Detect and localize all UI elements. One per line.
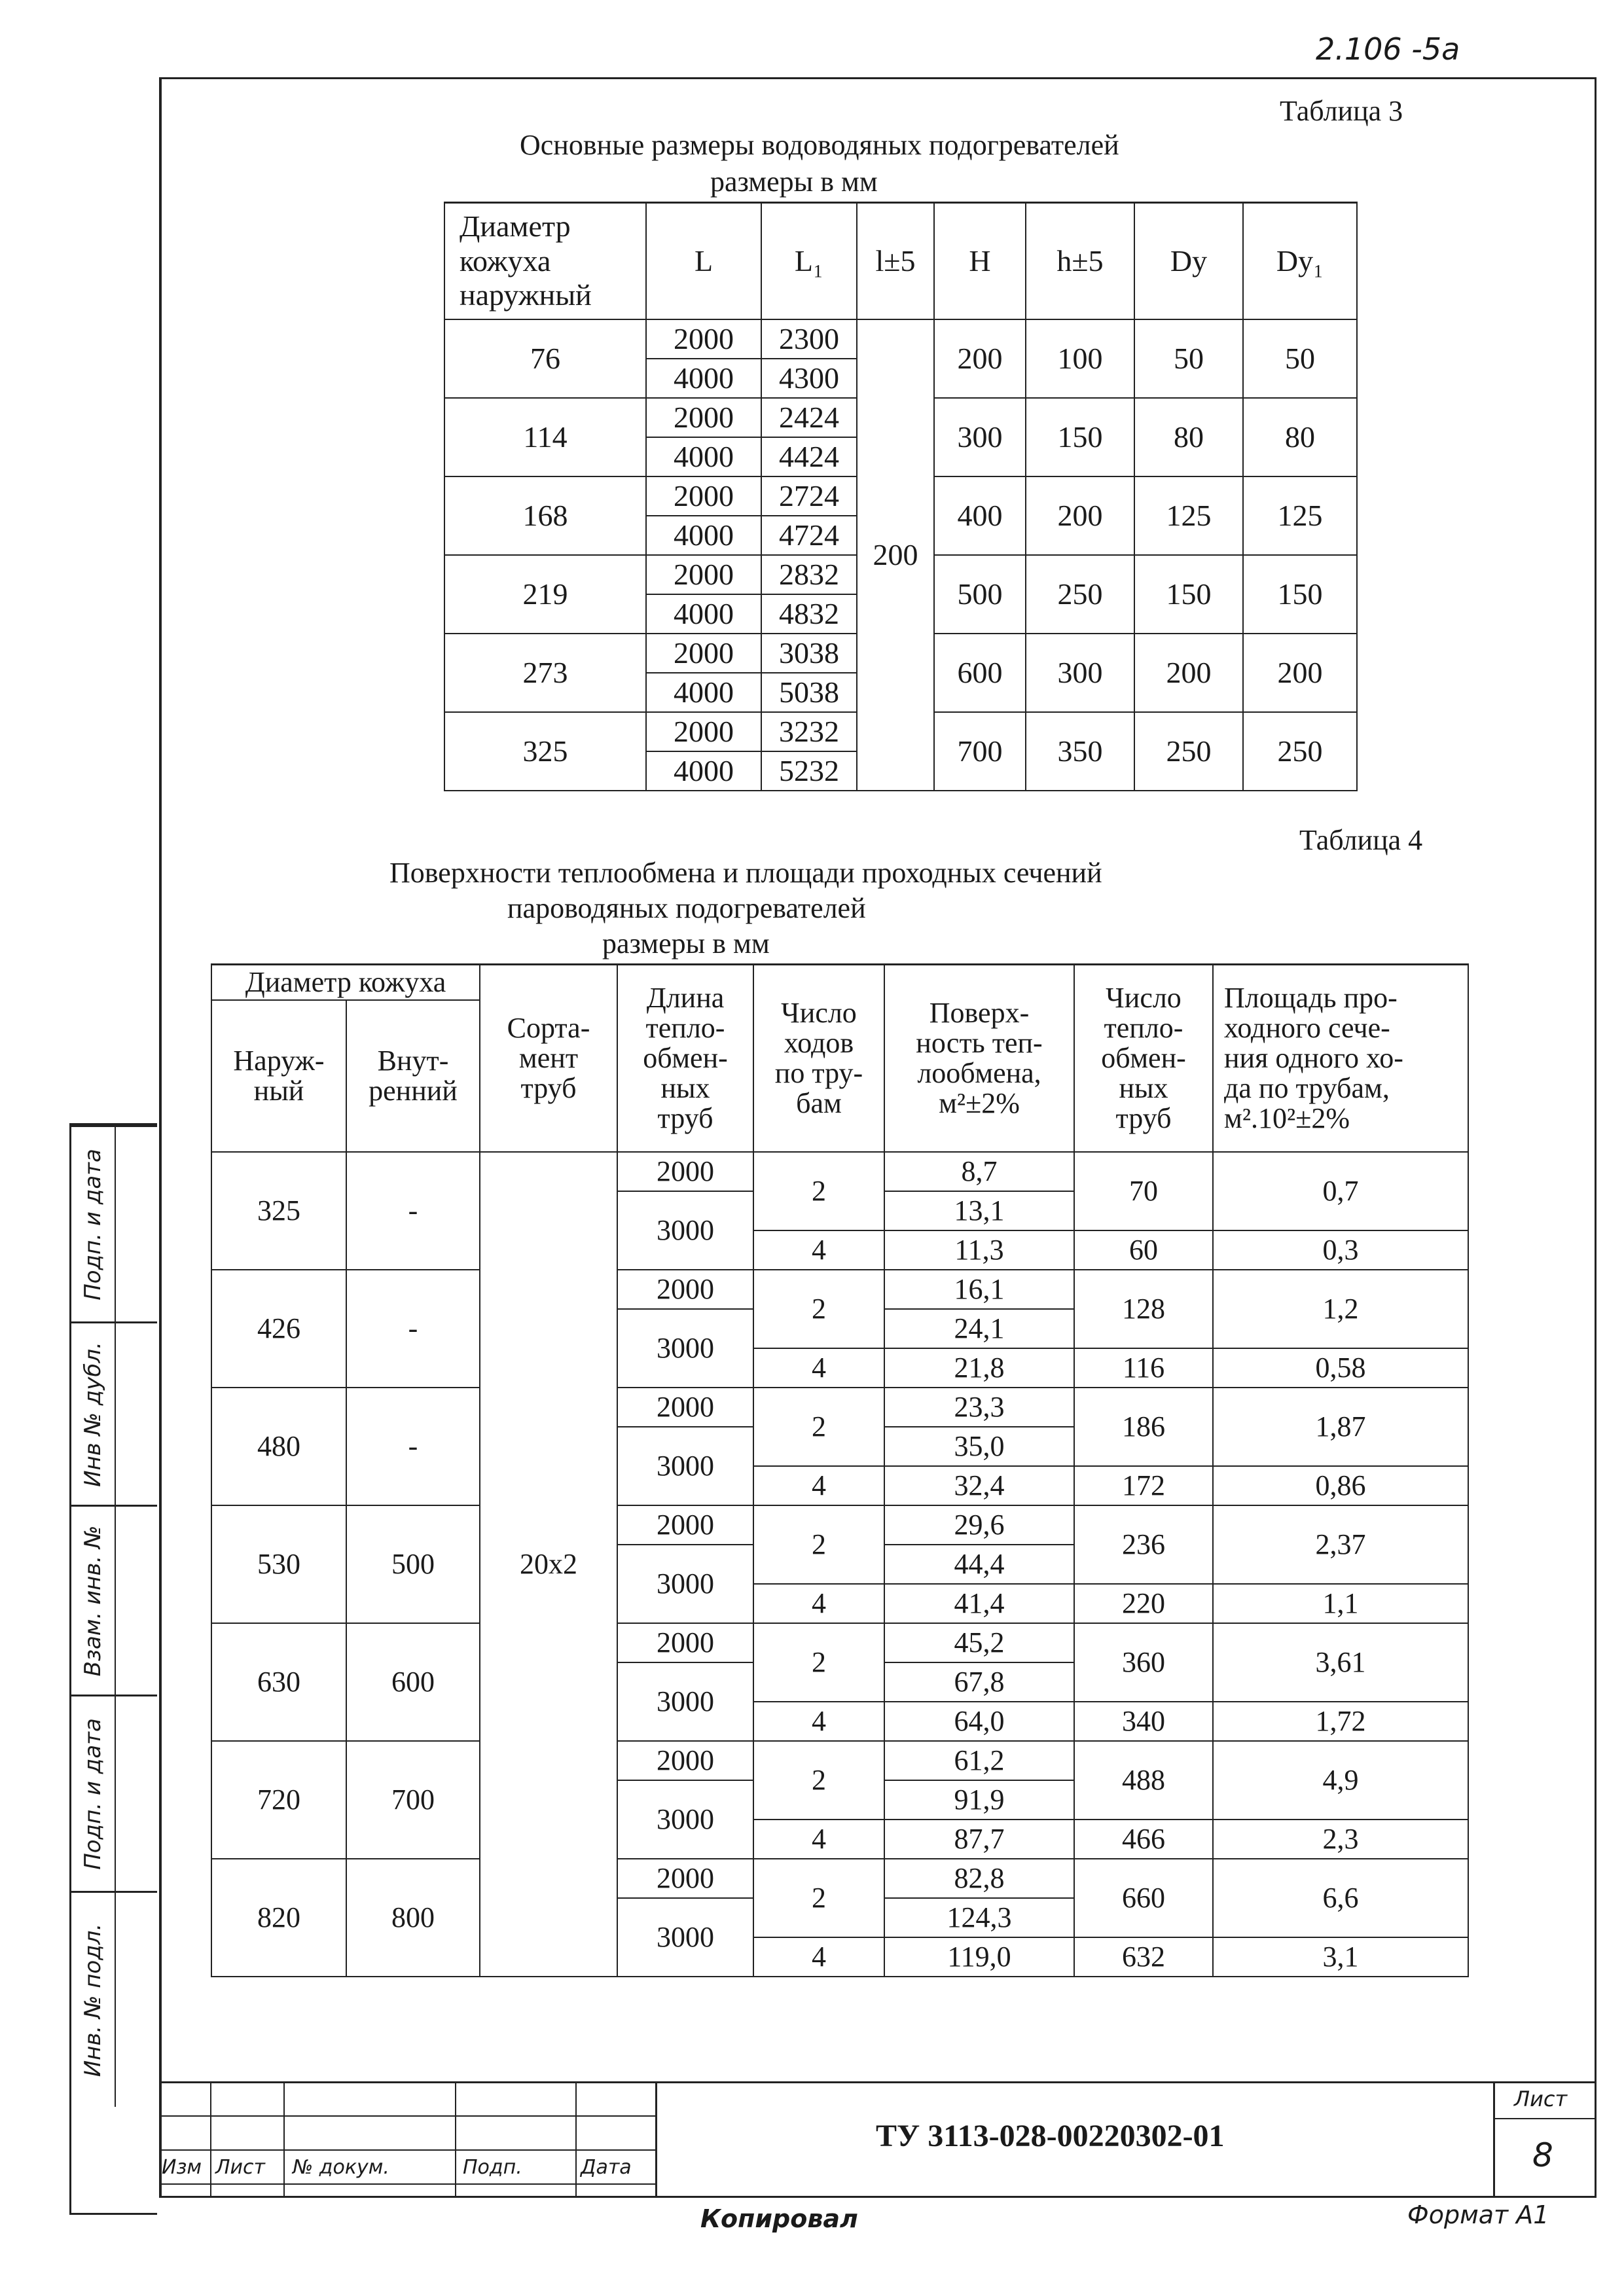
tubes-cell: 220: [1074, 1584, 1213, 1623]
area-cell: 0,86: [1213, 1466, 1468, 1505]
Dy1-cell: 125: [1243, 476, 1357, 555]
inner-diameter-cell: -: [346, 1152, 480, 1270]
H-cell: 600: [934, 634, 1026, 712]
outer-diameter-cell: 720: [211, 1741, 346, 1859]
Dy1-cell: 200: [1243, 634, 1357, 712]
passes-cell: 2: [753, 1623, 884, 1702]
table4-hdr-diameter-group: Диаметр кожуха: [211, 965, 480, 1001]
table4-hdr-tubes: Число тепло- обмен- ных труб: [1074, 965, 1213, 1153]
side-strip-label-box: [71, 1893, 116, 2107]
surface-cell: 23,3: [884, 1388, 1074, 1427]
table4-header-row: [211, 965, 1468, 1001]
table3-hdr-diameter: Диаметр кожуха наружный: [444, 203, 646, 320]
Dy-cell: 50: [1134, 319, 1243, 398]
Dy1-cell: 80: [1243, 398, 1357, 476]
table-row: [211, 1741, 1468, 1780]
outer-diameter-cell: 480: [211, 1388, 346, 1505]
surface-cell: 32,4: [884, 1466, 1074, 1505]
H-cell: 300: [934, 398, 1026, 476]
diameter-cell: 76: [444, 319, 646, 398]
h-cell: 300: [1026, 634, 1134, 712]
table3-hdr-Dy1: Dy₁: [1243, 203, 1357, 320]
length-cell: 2000: [646, 712, 761, 751]
inner-diameter-cell: -: [346, 1270, 480, 1388]
tubes-cell: 236: [1074, 1505, 1213, 1584]
length-cell: 4000: [646, 751, 761, 791]
Dy1-cell: 150: [1243, 555, 1357, 634]
tubes-cell: 70: [1074, 1152, 1213, 1230]
side-strip-cell: [71, 1891, 157, 2107]
H-cell: 700: [934, 712, 1026, 791]
h-cell: 350: [1026, 712, 1134, 791]
tube-length-cell: 2000: [617, 1388, 753, 1427]
surface-cell: 29,6: [884, 1505, 1074, 1545]
length-cell: 4000: [646, 516, 761, 555]
tube-length-cell: 2000: [617, 1623, 753, 1662]
table4-hdr-sortament: Сорта- мент труб: [480, 965, 617, 1153]
inner-diameter-cell: 600: [346, 1623, 480, 1741]
area-cell: 3,1: [1213, 1937, 1468, 1977]
tube-length-cell: 3000: [617, 1898, 753, 1977]
length1-cell: 4300: [761, 359, 857, 398]
surface-cell: 11,3: [884, 1230, 1074, 1270]
tubes-cell: 360: [1074, 1623, 1213, 1702]
area-cell: 2,3: [1213, 1820, 1468, 1859]
side-strip-label-box: [71, 1323, 116, 1505]
table4-hdr-passes: Число ходов по тру- бам: [753, 965, 884, 1153]
surface-cell: 61,2: [884, 1741, 1074, 1780]
length1-cell: 2832: [761, 555, 857, 594]
table-row: [211, 1388, 1468, 1427]
side-strip-cell: [71, 1321, 157, 1505]
side-strip-label-box: [71, 1127, 116, 1321]
Dy-cell: 80: [1134, 398, 1243, 476]
length1-cell: 2300: [761, 319, 857, 359]
table3-title: Основные размеры водоводяных подогревателей: [520, 129, 1119, 161]
table4-hdr-area: Площадь про- ходного сече- ния одного хо- да по трубам, м².10²±2%: [1213, 965, 1468, 1153]
inner-diameter-cell: 700: [346, 1741, 480, 1859]
passes-cell: 2: [753, 1505, 884, 1584]
table4-title-line2: пароводяных подогревателей: [507, 892, 866, 924]
surface-cell: 82,8: [884, 1859, 1074, 1898]
sheet-number: 8: [1532, 2136, 1553, 2174]
side-strip-label-box: [71, 1507, 116, 1695]
passes-cell: 4: [753, 1820, 884, 1859]
stamp-col-list: Лист: [215, 2156, 266, 2179]
length-cell: 2000: [646, 634, 761, 673]
length1-cell: 3038: [761, 634, 857, 673]
side-label-sign-date: Подп. и дата: [80, 1148, 106, 1300]
table4-hdr-length: Длина тепло- обмен- ных труб: [617, 965, 753, 1153]
area-cell: 0,7: [1213, 1152, 1468, 1230]
side-strip-cell: [71, 1695, 157, 1891]
surface-cell: 44,4: [884, 1545, 1074, 1584]
side-label-dup-inv: Инв № дубл.: [80, 1341, 106, 1487]
surface-cell: 91,9: [884, 1780, 1074, 1820]
side-label-orig-inv: Инв. № подл.: [80, 1923, 106, 2077]
surface-cell: 124,3: [884, 1898, 1074, 1937]
tubes-cell: 128: [1074, 1270, 1213, 1348]
table-row: [211, 1623, 1468, 1662]
table-row: [211, 1152, 1468, 1191]
table3-header-row: [444, 203, 1357, 320]
tube-length-cell: 2000: [617, 1270, 753, 1309]
tubes-cell: 116: [1074, 1348, 1213, 1388]
inner-diameter-cell: 800: [346, 1859, 480, 1977]
area-cell: 0,3: [1213, 1230, 1468, 1270]
table4: [211, 963, 1469, 1977]
outer-diameter-cell: 426: [211, 1270, 346, 1388]
area-cell: 1,2: [1213, 1270, 1468, 1348]
document-code: 2.106 -5а: [1316, 31, 1460, 67]
area-cell: 2,37: [1213, 1505, 1468, 1584]
tubes-cell: 660: [1074, 1859, 1213, 1937]
length1-cell: 4832: [761, 594, 857, 634]
diameter-cell: 273: [444, 634, 646, 712]
Dy1-cell: 50: [1243, 319, 1357, 398]
area-cell: 1,1: [1213, 1584, 1468, 1623]
tube-length-cell: 3000: [617, 1662, 753, 1741]
table3-hdr-L: L: [646, 203, 761, 320]
length-cell: 2000: [646, 319, 761, 359]
table4-title-line1: Поверхности теплообмена и площади проходных сечений: [389, 857, 1102, 889]
surface-cell: 13,1: [884, 1191, 1074, 1230]
passes-cell: 4: [753, 1230, 884, 1270]
surface-cell: 35,0: [884, 1427, 1074, 1466]
passes-cell: 2: [753, 1152, 884, 1230]
length1-cell: 5038: [761, 673, 857, 712]
surface-cell: 24,1: [884, 1309, 1074, 1348]
passes-cell: 4: [753, 1702, 884, 1741]
outer-diameter-cell: 530: [211, 1505, 346, 1623]
surface-cell: 67,8: [884, 1662, 1074, 1702]
table3-label: Таблица 3: [1280, 95, 1403, 127]
outer-diameter-cell: 630: [211, 1623, 346, 1741]
surface-cell: 21,8: [884, 1348, 1074, 1388]
table3-hdr-l: l±5: [857, 203, 934, 320]
area-cell: 4,9: [1213, 1741, 1468, 1820]
diameter-cell: 168: [444, 476, 646, 555]
format-label: Формат А1: [1407, 2200, 1549, 2229]
side-strip-label-box: [71, 1696, 116, 1891]
surface-cell: 64,0: [884, 1702, 1074, 1741]
passes-cell: 2: [753, 1859, 884, 1937]
length1-cell: 5232: [761, 751, 857, 791]
side-label-replace-inv: Взам. инв. №: [80, 1525, 106, 1676]
Dy-cell: 250: [1134, 712, 1243, 791]
h-cell: 150: [1026, 398, 1134, 476]
H-cell: 500: [934, 555, 1026, 634]
table4-label: Таблица 4: [1299, 824, 1423, 856]
diameter-cell: 325: [444, 712, 646, 791]
diameter-cell: 114: [444, 398, 646, 476]
surface-cell: 45,2: [884, 1623, 1074, 1662]
surface-cell: 41,4: [884, 1584, 1074, 1623]
tubes-cell: 186: [1074, 1388, 1213, 1466]
tube-length-cell: 3000: [617, 1427, 753, 1505]
table3-subtitle: размеры в мм: [710, 166, 878, 198]
tube-length-cell: 2000: [617, 1152, 753, 1191]
table3-hdr-Dy: Dy: [1134, 203, 1243, 320]
outer-diameter-cell: 325: [211, 1152, 346, 1270]
length-cell: 4000: [646, 594, 761, 634]
table3-hdr-H: H: [934, 203, 1026, 320]
stamp-col-date: Дата: [581, 2156, 632, 2179]
table3: [444, 202, 1358, 791]
outer-diameter-cell: 820: [211, 1859, 346, 1977]
length-cell: 2000: [646, 555, 761, 594]
tube-length-cell: 2000: [617, 1505, 753, 1545]
tube-length-cell: 3000: [617, 1309, 753, 1388]
length-cell: 4000: [646, 437, 761, 476]
surface-cell: 16,1: [884, 1270, 1074, 1309]
length-cell: 4000: [646, 359, 761, 398]
stamp-col-doc: № докум.: [293, 2156, 389, 2179]
tube-length-cell: 2000: [617, 1741, 753, 1780]
area-cell: 3,61: [1213, 1623, 1468, 1702]
side-label-sign-date-2: Подп. и дата: [80, 1717, 106, 1870]
tubes-cell: 632: [1074, 1937, 1213, 1977]
table4-hdr-outer: Наруж- ный: [211, 1000, 346, 1152]
tube-length-cell: 3000: [617, 1780, 753, 1859]
length1-cell: 4724: [761, 516, 857, 555]
inner-diameter-cell: -: [346, 1388, 480, 1505]
side-strip-cell: [71, 1125, 157, 1321]
side-approval-strip: [69, 1123, 157, 2215]
tubes-cell: 60: [1074, 1230, 1213, 1270]
length1-cell: 4424: [761, 437, 857, 476]
passes-cell: 2: [753, 1270, 884, 1348]
table4-hdr-surface: Поверх- ность теп- лообмена, м²±2%: [884, 965, 1074, 1153]
length1-cell: 3232: [761, 712, 857, 751]
tubes-cell: 466: [1074, 1820, 1213, 1859]
length-cell: 2000: [646, 476, 761, 516]
Dy-cell: 150: [1134, 555, 1243, 634]
table-row: [211, 1505, 1468, 1545]
H-cell: 200: [934, 319, 1026, 398]
tubes-cell: 488: [1074, 1741, 1213, 1820]
Dy1-cell: 250: [1243, 712, 1357, 791]
sortament-cell: 20х2: [480, 1152, 617, 1977]
Dy-cell: 200: [1134, 634, 1243, 712]
passes-cell: 2: [753, 1741, 884, 1820]
passes-cell: 4: [753, 1348, 884, 1388]
tube-length-cell: 3000: [617, 1545, 753, 1623]
table4-hdr-inner: Внут- ренний: [346, 1000, 480, 1152]
table-row: [444, 319, 1357, 359]
length-cell: 2000: [646, 398, 761, 437]
surface-cell: 119,0: [884, 1937, 1074, 1977]
area-cell: 1,72: [1213, 1702, 1468, 1741]
table4-subtitle: размеры в мм: [602, 927, 770, 960]
inner-diameter-cell: 500: [346, 1505, 480, 1623]
surface-cell: 87,7: [884, 1820, 1074, 1859]
table3-hdr-h: h±5: [1026, 203, 1134, 320]
side-strip-cell: [71, 1505, 157, 1695]
copied-by-label: Копировал: [700, 2204, 858, 2233]
sheet-label: Лист: [1514, 2087, 1568, 2111]
passes-cell: 2: [753, 1388, 884, 1466]
passes-cell: 4: [753, 1584, 884, 1623]
tube-length-cell: 3000: [617, 1191, 753, 1270]
surface-cell: 8,7: [884, 1152, 1074, 1191]
passes-cell: 4: [753, 1937, 884, 1977]
Dy-cell: 125: [1134, 476, 1243, 555]
document-designation: ТУ 3113-028-00220302-01: [876, 2119, 1225, 2153]
area-cell: 1,87: [1213, 1388, 1468, 1466]
tube-length-cell: 2000: [617, 1859, 753, 1898]
h-cell: 100: [1026, 319, 1134, 398]
area-cell: 6,6: [1213, 1859, 1468, 1937]
title-block: [159, 2081, 1597, 2198]
H-cell: 400: [934, 476, 1026, 555]
h-cell: 200: [1026, 476, 1134, 555]
diameter-cell: 219: [444, 555, 646, 634]
stamp-col-sign: Подп.: [463, 2156, 522, 2179]
length-cell: 4000: [646, 673, 761, 712]
stamp-col-izm: Изм: [162, 2156, 202, 2179]
length1-cell: 2724: [761, 476, 857, 516]
tubes-cell: 172: [1074, 1466, 1213, 1505]
table3-hdr-L1: L₁: [761, 203, 857, 320]
l-value-cell: 200: [857, 319, 934, 791]
passes-cell: 4: [753, 1466, 884, 1505]
h-cell: 250: [1026, 555, 1134, 634]
length1-cell: 2424: [761, 398, 857, 437]
area-cell: 0,58: [1213, 1348, 1468, 1388]
tubes-cell: 340: [1074, 1702, 1213, 1741]
table-row: [211, 1859, 1468, 1898]
table-row: [211, 1270, 1468, 1309]
